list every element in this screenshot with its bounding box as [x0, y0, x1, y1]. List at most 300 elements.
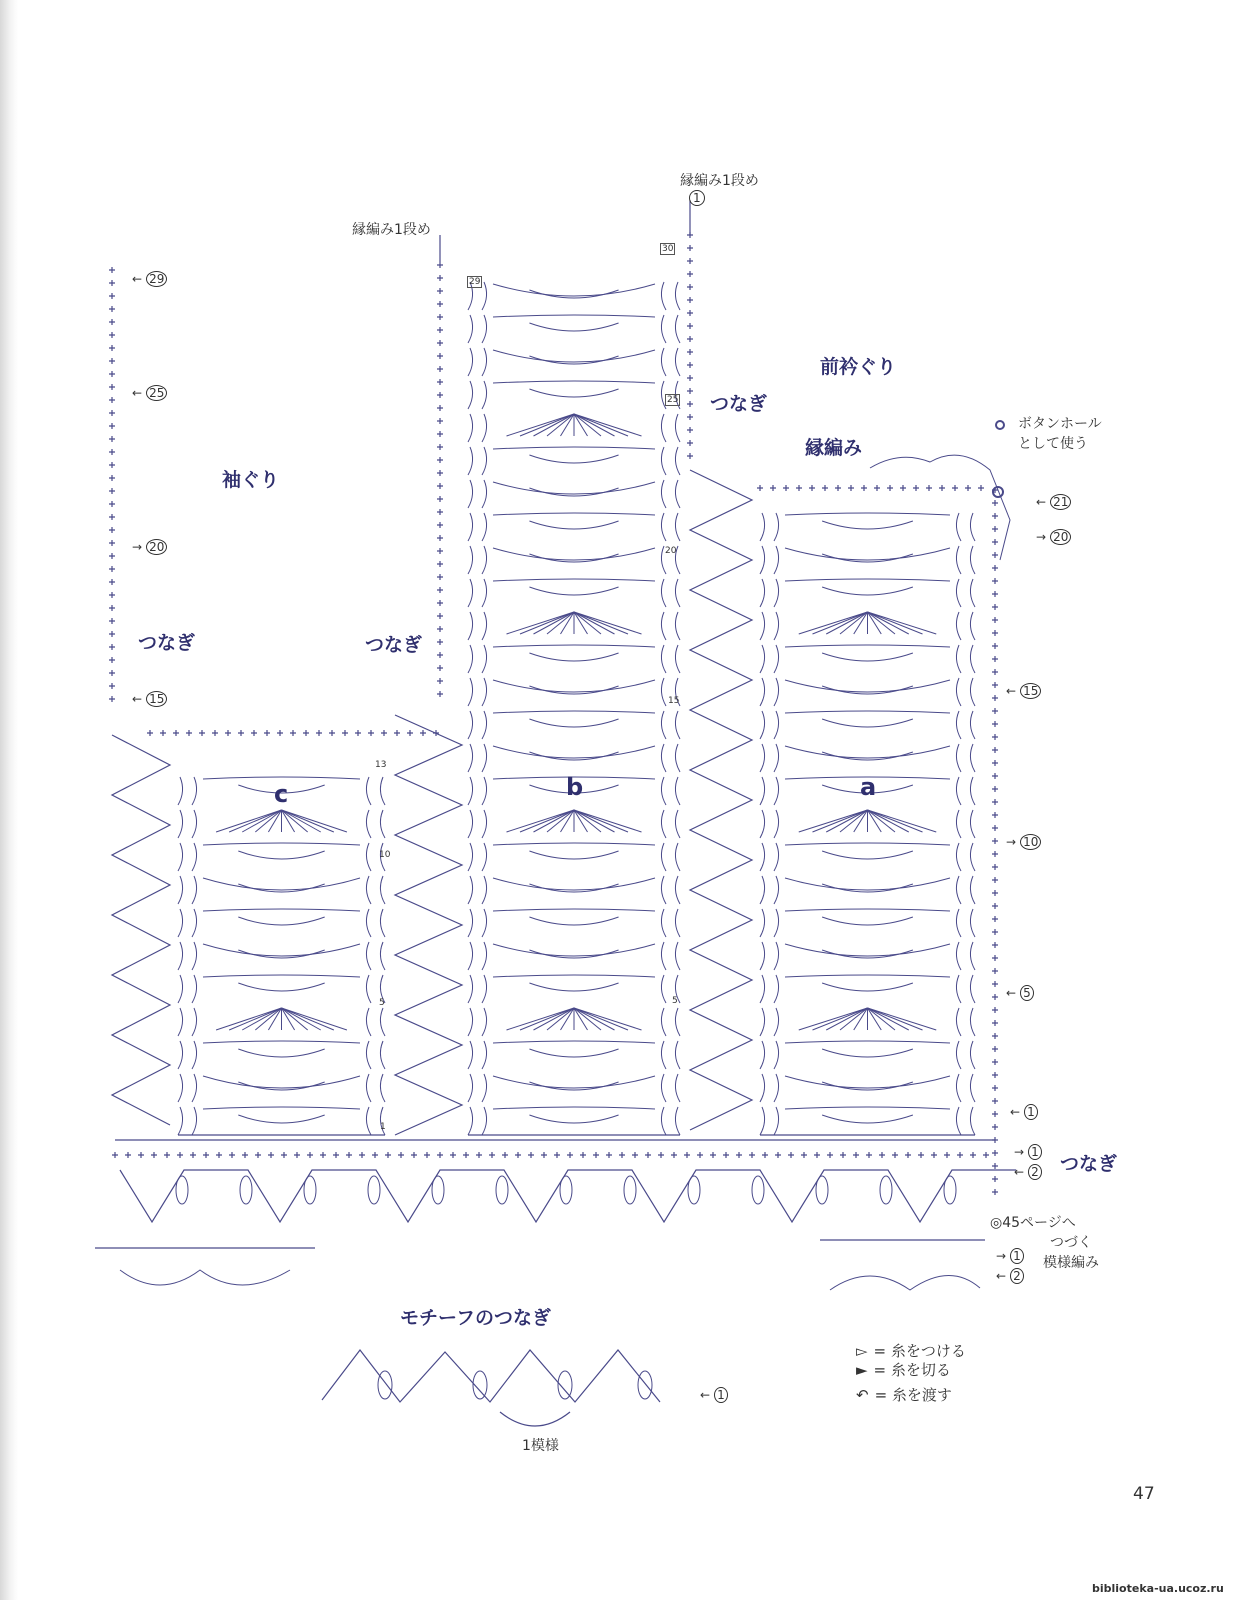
stitch-column: [366, 1041, 385, 1069]
stitch-column: [760, 1008, 779, 1036]
stitch-column: [956, 711, 975, 739]
fan-stitch: [574, 1008, 628, 1030]
chain-arch: [785, 746, 950, 758]
join-row-stitch: [268, 1152, 274, 1158]
join-row-stitch: [879, 1152, 885, 1158]
join-row-stitch: [567, 1152, 573, 1158]
chain-arch: [529, 752, 618, 760]
edge-stitch: [992, 513, 998, 519]
edge-stitch: [687, 336, 693, 342]
join-row-stitch: [671, 1152, 677, 1158]
edge-stitch: [687, 453, 693, 459]
border-label: 縁編み: [805, 437, 863, 459]
fan-stitch: [868, 810, 923, 832]
join-row-stitch: [645, 1152, 651, 1158]
edge-stitch: [992, 1176, 998, 1182]
stitch-column: [956, 678, 975, 706]
fan-stitch: [547, 414, 574, 436]
edge-stitch: [992, 799, 998, 805]
stitch-column: [956, 513, 975, 541]
row-marker: ← 25: [132, 386, 167, 400]
join-row-stitch: [554, 1152, 560, 1158]
bottom-row-marker: → 1: [996, 1249, 1024, 1263]
fan-stitch: [868, 612, 896, 634]
edge-stitch: [992, 721, 998, 727]
edge-stitch: [687, 375, 693, 381]
chain-arch: [203, 843, 360, 845]
chain-arch: [529, 1082, 618, 1090]
stitch-column: [760, 942, 779, 970]
chain-arch: [830, 1275, 980, 1290]
stitch-column: [661, 810, 680, 838]
edge-stitch: [173, 730, 179, 736]
join-label-mid: つなぎ: [365, 634, 423, 656]
join-row-marker: → 1: [1014, 1145, 1042, 1159]
chain-arch: [203, 1041, 360, 1043]
chain-arch: [238, 950, 324, 958]
edge-stitch: [437, 301, 443, 307]
motif-join-title: モチーフのつなぎ: [400, 1307, 552, 1329]
edge-stitch: [109, 306, 115, 312]
stitch-column: [760, 1074, 779, 1102]
watermark: biblioteka-ua.ucoz.ru: [1092, 1582, 1224, 1595]
chain-arch: [785, 513, 950, 515]
row-marker: ← 15: [1006, 684, 1041, 698]
stitch-column: [468, 315, 487, 343]
chain-arch: [822, 917, 913, 925]
edge-stitch: [355, 730, 361, 736]
join-row-stitch: [216, 1152, 222, 1158]
chain-arch: [822, 884, 913, 892]
join-row-stitch: [632, 1152, 638, 1158]
stitch-column: [468, 876, 487, 904]
edge-stitch: [225, 730, 231, 736]
chain-arch: [238, 1049, 324, 1057]
edge-stitch: [109, 696, 115, 702]
fan-stitch: [574, 612, 601, 634]
join-row-stitch: [944, 1152, 950, 1158]
chain-arch: [493, 381, 655, 383]
edge-stitch: [437, 613, 443, 619]
edge-stitch: [238, 730, 244, 736]
edge-stitch: [809, 485, 815, 491]
join-row-stitch: [437, 1152, 443, 1158]
join-row-stitch: [463, 1152, 469, 1158]
edge-stitch: [992, 526, 998, 532]
edge-stitch: [992, 838, 998, 844]
motif-zigzag: [322, 1350, 660, 1402]
join-row-stitch: [112, 1152, 118, 1158]
one-repeat-label: 1模様: [522, 1438, 559, 1454]
edge-stitch: [913, 485, 919, 491]
edge-stitch: [992, 617, 998, 623]
edge-stitch: [437, 535, 443, 541]
edge-stitch: [992, 877, 998, 883]
row-marker: → 10: [1006, 835, 1041, 849]
edge-stitch: [992, 1111, 998, 1117]
edge-stitch: [992, 773, 998, 779]
fan-stitch: [813, 612, 868, 634]
edge-stitch: [992, 682, 998, 688]
stitch-column: [661, 447, 680, 475]
chain-arch: [493, 645, 655, 647]
edge-stitch: [437, 405, 443, 411]
edge-stitch: [874, 485, 880, 491]
stitch-column: [468, 612, 487, 640]
edge-stitch: [992, 500, 998, 506]
edge-stitch: [109, 592, 115, 598]
edge-stitch: [437, 600, 443, 606]
join-label-left: つなぎ: [138, 632, 196, 654]
edge-stitch: [687, 310, 693, 316]
stitch-column: [468, 744, 487, 772]
join-row-stitch: [190, 1152, 196, 1158]
chain-arch: [785, 944, 950, 956]
edge-stitch: [109, 618, 115, 624]
join-row-stitch: [905, 1152, 911, 1158]
join-row-stitch: [476, 1152, 482, 1158]
fan-stitch: [574, 414, 601, 436]
stitch-column: [661, 843, 680, 871]
edge-stitch: [199, 730, 205, 736]
edge-stitch: [437, 561, 443, 567]
stitch-column: [178, 1107, 197, 1135]
fan-stitch: [282, 810, 334, 832]
chain-arch: [529, 587, 618, 595]
edge-stitch: [687, 440, 693, 446]
edge-stitch: [992, 630, 998, 636]
edge-stitch: [109, 280, 115, 286]
edge-stitch: [687, 349, 693, 355]
edge-stitch: [437, 574, 443, 580]
stitch-column: [468, 678, 487, 706]
edge-stitch: [992, 669, 998, 675]
chain-arch: [785, 579, 950, 581]
stitch-column: [366, 942, 385, 970]
join-row-stitch: [372, 1152, 378, 1158]
join-row-stitch: [281, 1152, 287, 1158]
edge-stitch: [109, 371, 115, 377]
chain-arch: [493, 1107, 655, 1109]
chain-arch: [785, 548, 950, 560]
chain-arch: [785, 1107, 950, 1109]
fan-stitch: [574, 612, 628, 634]
stitch-column: [468, 1008, 487, 1036]
edge-stitch: [992, 734, 998, 740]
edge-stitch: [109, 397, 115, 403]
fan-stitch: [813, 1008, 868, 1030]
chain-arch: [785, 843, 950, 845]
stitch-column: [661, 777, 680, 805]
edge-stitch: [109, 566, 115, 572]
edge-stitch: [437, 496, 443, 502]
edge-stitch: [109, 540, 115, 546]
row-marker: ← 15: [132, 692, 167, 706]
edge-stitch: [109, 514, 115, 520]
stitch-column: [956, 1107, 975, 1135]
edge-stitch: [437, 366, 443, 372]
edge-stitch: [437, 652, 443, 658]
edge-stitch: [992, 578, 998, 584]
join-row-stitch: [385, 1152, 391, 1158]
join-row-stitch: [541, 1152, 547, 1158]
puff-stitch: [638, 1371, 652, 1399]
fan-stitch: [868, 1008, 896, 1030]
chain-arch: [493, 1076, 655, 1088]
panel-letter-a: a: [860, 773, 877, 801]
edge-stitch: [992, 994, 998, 1000]
edge-stitch: [992, 539, 998, 545]
edge-stitch: [437, 431, 443, 437]
join-row-stitch: [970, 1152, 976, 1158]
edge-stitch: [109, 423, 115, 429]
edge-row1-label-right: 縁編み1段め: [680, 173, 759, 189]
stitch-column: [760, 711, 779, 739]
edge-stitch: [394, 730, 400, 736]
edge-stitch: [437, 340, 443, 346]
join-row-stitch: [489, 1152, 495, 1158]
stitch-column: [760, 909, 779, 937]
stitch-column: [956, 579, 975, 607]
join-row-stitch: [619, 1152, 625, 1158]
edge-stitch: [978, 485, 984, 491]
stitch-column: [661, 942, 680, 970]
chain-arch: [529, 488, 618, 496]
stitch-column: [366, 777, 385, 805]
join-row-stitch: [801, 1152, 807, 1158]
stitch-column: [661, 414, 680, 442]
edge-stitch: [796, 485, 802, 491]
chain-arch: [203, 975, 360, 977]
join-row-stitch: [177, 1152, 183, 1158]
edge-stitch: [264, 730, 270, 736]
stitch-column: [956, 777, 975, 805]
chain-arch: [529, 521, 618, 529]
border-stitch: [870, 455, 1010, 560]
row-marker-c: 5: [379, 998, 385, 1008]
edge-stitch: [783, 485, 789, 491]
edge-stitch: [147, 730, 153, 736]
join-row-stitch: [866, 1152, 872, 1158]
start-marker: 1: [689, 190, 705, 206]
edge-stitch: [992, 903, 998, 909]
edge-stitch: [437, 522, 443, 528]
stitch-column: [661, 348, 680, 376]
edge-stitch: [437, 262, 443, 268]
front-neckline-label: 前衿ぐり: [820, 356, 897, 378]
stitch-column: [178, 810, 197, 838]
stitch-column: [178, 1074, 197, 1102]
chain-arch: [493, 315, 655, 317]
join-row-stitch: [892, 1152, 898, 1158]
edge-stitch: [109, 670, 115, 676]
stitch-column: [468, 546, 487, 574]
join-row-stitch: [918, 1152, 924, 1158]
edge-stitch: [687, 258, 693, 264]
edge-stitch: [992, 786, 998, 792]
edge-stitch: [992, 708, 998, 714]
edge-stitch: [939, 485, 945, 491]
fan-stitch: [574, 414, 628, 436]
puff-stitch: [624, 1176, 636, 1204]
chain-arch: [238, 1082, 324, 1090]
stitch-column: [468, 381, 487, 409]
edge-stitch: [992, 864, 998, 870]
stitch-column: [956, 1041, 975, 1069]
puff-stitch: [496, 1176, 508, 1204]
edge-stitch: [992, 812, 998, 818]
edge-stitch: [687, 388, 693, 394]
motif-row-marker: ← 1: [700, 1388, 728, 1402]
chain-arch: [785, 1041, 950, 1043]
edge-stitch: [992, 942, 998, 948]
fan-stitch: [229, 1008, 281, 1030]
join-row-stitch: [307, 1152, 313, 1158]
edge-stitch: [992, 1046, 998, 1052]
chain-arch: [785, 909, 950, 911]
row-marker-c: 10: [379, 850, 391, 860]
join-row-stitch: [294, 1152, 300, 1158]
stitch-column: [468, 579, 487, 607]
join-row-stitch: [138, 1152, 144, 1158]
stitch-column: [760, 1107, 779, 1135]
row-marker-b: 15: [668, 696, 680, 706]
page-number: 47: [1133, 1484, 1155, 1504]
edge-stitch: [186, 730, 192, 736]
join-row-stitch: [931, 1152, 937, 1158]
chain-arch: [529, 983, 618, 991]
edge-stitch: [687, 362, 693, 368]
chain-arch: [529, 1115, 618, 1123]
edge-stitch: [992, 760, 998, 766]
stitch-column: [366, 1074, 385, 1102]
chain-arch: [529, 455, 618, 463]
join-row-stitch: [840, 1152, 846, 1158]
edge-stitch: [437, 665, 443, 671]
edge-stitch: [992, 1189, 998, 1195]
edge-stitch: [687, 427, 693, 433]
chain-arch: [529, 917, 618, 925]
join-row-stitch: [684, 1152, 690, 1158]
chain-arch: [822, 587, 913, 595]
edge-stitch: [437, 275, 443, 281]
edge-stitch: [109, 345, 115, 351]
fan-stitch: [520, 414, 574, 436]
edge-stitch: [992, 1072, 998, 1078]
edge-stitch: [109, 319, 115, 325]
puff-stitch: [752, 1176, 764, 1204]
chain-arch: [493, 548, 655, 560]
armhole-label: 袖ぐり: [222, 469, 280, 491]
edge-stitch: [687, 323, 693, 329]
stitch-column: [178, 975, 197, 1003]
stitch-column: [178, 1008, 197, 1036]
join-row-stitch: [398, 1152, 404, 1158]
edge-stitch: [861, 485, 867, 491]
edge-stitch: [407, 730, 413, 736]
join-row-stitch: [658, 1152, 664, 1158]
stitch-column: [661, 1107, 680, 1135]
chain-arch: [203, 878, 360, 890]
join-zigzag: [395, 715, 462, 1135]
edge-stitch: [992, 565, 998, 571]
chain-arch: [493, 513, 655, 515]
stitch-column: [366, 909, 385, 937]
row-marker-c: 13: [375, 760, 387, 770]
row-marker: → 20: [1036, 530, 1071, 544]
edge-stitch: [109, 644, 115, 650]
fan-stitch: [574, 1008, 601, 1030]
edge-stitch: [952, 485, 958, 491]
chain-arch: [529, 653, 618, 661]
stitch-column: [661, 612, 680, 640]
edge-stitch: [437, 327, 443, 333]
join-row-stitch: [359, 1152, 365, 1158]
edge-stitch: [437, 392, 443, 398]
row-marker: ← 21: [1036, 495, 1071, 509]
chain-arch: [493, 878, 655, 890]
fan-stitch: [813, 810, 868, 832]
row-marker: ← 29: [132, 272, 167, 286]
pattern-stitch-label: 模様編み: [1043, 1255, 1099, 1271]
chain-arch: [529, 950, 618, 958]
edge-stitch: [109, 410, 115, 416]
stitch-column: [661, 876, 680, 904]
edge-stitch: [109, 631, 115, 637]
fan-stitch: [282, 1008, 334, 1030]
chain-arch: [822, 653, 913, 661]
fan-stitch: [547, 1008, 574, 1030]
fan-stitch: [547, 612, 574, 634]
edge-stitch: [290, 730, 296, 736]
legend-carry-yarn: ↶ = 糸を渡す: [856, 1386, 952, 1404]
join-row-stitch: [528, 1152, 534, 1158]
stitch-column: [468, 942, 487, 970]
join-row-stitch: [788, 1152, 794, 1158]
puff-stitch: [368, 1176, 380, 1204]
stitch-column: [661, 645, 680, 673]
chain-arch: [238, 983, 324, 991]
chain-arch: [529, 686, 618, 694]
puff-stitch: [240, 1176, 252, 1204]
join-row-stitch: [229, 1152, 235, 1158]
chain-arch: [238, 851, 324, 859]
row-marker-b: 25: [667, 395, 679, 405]
chain-arch: [493, 843, 655, 845]
stitch-column: [956, 1074, 975, 1102]
edge-stitch: [437, 444, 443, 450]
row-marker: ← 5: [1006, 986, 1034, 1000]
chain-arch: [822, 950, 913, 958]
edge-stitch: [437, 691, 443, 697]
stitch-column: [760, 843, 779, 871]
edge-stitch: [437, 379, 443, 385]
chain-arch: [493, 284, 655, 296]
stitch-column: [956, 909, 975, 937]
fan-stitch: [840, 612, 868, 634]
join-zigzag: [112, 735, 170, 1125]
edge-stitch: [992, 968, 998, 974]
chain-arch: [822, 719, 913, 727]
edge-stitch: [992, 1163, 998, 1169]
join-row-stitch: [853, 1152, 859, 1158]
edge-stitch: [437, 483, 443, 489]
edge-stitch: [437, 639, 443, 645]
edge-stitch: [109, 267, 115, 273]
row-marker-b: 29: [469, 277, 481, 287]
chain-arch: [238, 884, 324, 892]
chain-arch: [493, 350, 655, 362]
